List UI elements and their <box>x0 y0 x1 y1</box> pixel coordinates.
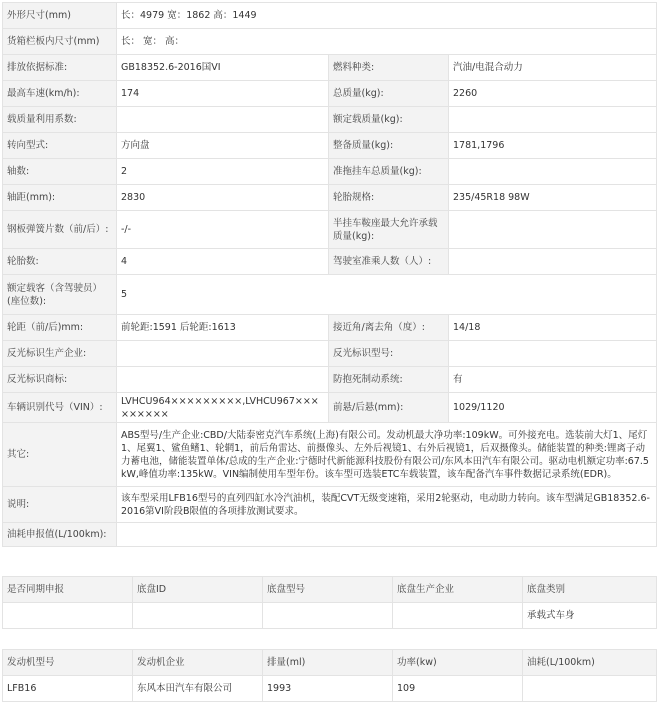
chassis-cell <box>133 603 263 629</box>
param-value: 长：4979 宽：1862 高：1449 <box>117 3 657 29</box>
param-label: 轴距(mm): <box>3 185 117 211</box>
engine-cell: 1993 <box>263 676 393 702</box>
param-label: 排放依据标准: <box>3 55 117 81</box>
param-row <box>3 81 657 107</box>
chassis-column-header: 底盘型号 <box>263 577 393 603</box>
param-label: 额定载客（含驾驶员）(座位数): <box>3 275 117 315</box>
param-row <box>3 367 657 393</box>
param-label: 车辆识别代号（VIN）: <box>3 393 117 423</box>
param-label: 接近角/离去角（度）: <box>329 315 449 341</box>
param-label: 说明: <box>3 487 117 523</box>
engine-column-header: 油耗(L/100km) <box>523 650 657 676</box>
param-value: 1029/1120 <box>449 393 657 423</box>
param-value: 汽油/电混合动力 <box>449 55 657 81</box>
param-value: -/- <box>117 211 329 249</box>
vehicle-parameters-table <box>2 2 657 547</box>
param-value <box>449 211 657 249</box>
param-value: 长： 宽： 高： <box>117 29 657 55</box>
engine-cell: 109 <box>393 676 523 702</box>
param-label: 准拖挂车总质量(kg): <box>329 159 449 185</box>
engine-row <box>3 676 657 702</box>
engine-column-header: 功率(kw) <box>393 650 523 676</box>
param-value <box>449 159 657 185</box>
param-label: 燃料种类: <box>329 55 449 81</box>
chassis-column-header: 底盘ID <box>133 577 263 603</box>
param-label: 反光标识型号: <box>329 341 449 367</box>
param-value: 2 <box>117 159 329 185</box>
param-label: 前悬/后悬(mm): <box>329 393 449 423</box>
param-value: 235/45R18 98W <box>449 185 657 211</box>
engine-column-header: 发动机型号 <box>3 650 133 676</box>
engine-cell <box>523 676 657 702</box>
param-value: 174 <box>117 81 329 107</box>
param-label: 整备质量(kg): <box>329 133 449 159</box>
param-label: 反光标识生产企业: <box>3 341 117 367</box>
param-row <box>3 55 657 81</box>
param-row <box>3 211 657 249</box>
param-label: 轮距（前/后)mm: <box>3 315 117 341</box>
param-value: GB18352.6-2016国VI <box>117 55 329 81</box>
param-row <box>3 29 657 55</box>
param-label: 半挂车鞍座最大允许承载质量(kg): <box>329 211 449 249</box>
chassis-cell <box>263 603 393 629</box>
engine-cell: 东风本田汽车有限公司 <box>133 676 263 702</box>
param-row <box>3 275 657 315</box>
param-value <box>449 249 657 275</box>
param-value: 有 <box>449 367 657 393</box>
param-label: 轮胎规格: <box>329 185 449 211</box>
chassis-column-header: 底盘类别 <box>523 577 657 603</box>
chassis-cell <box>393 603 523 629</box>
param-value <box>449 341 657 367</box>
engine-cell: LFB16 <box>3 676 133 702</box>
param-row <box>3 315 657 341</box>
param-label: 防抱死制动系统: <box>329 367 449 393</box>
param-value: 5 <box>117 275 657 315</box>
chassis-header-row <box>3 577 657 603</box>
engine-column-header: 发动机企业 <box>133 650 263 676</box>
chassis-cell <box>3 603 133 629</box>
engine-table <box>2 649 657 702</box>
param-label: 其它: <box>3 423 117 487</box>
param-row <box>3 3 657 29</box>
param-row <box>3 133 657 159</box>
param-row <box>3 341 657 367</box>
param-value <box>117 523 657 547</box>
engine-header-row <box>3 650 657 676</box>
chassis-table <box>2 576 657 629</box>
param-row <box>3 423 657 487</box>
param-value: 方向盘 <box>117 133 329 159</box>
param-row <box>3 523 657 547</box>
param-label: 货箱栏板内尺寸(mm) <box>3 29 117 55</box>
param-label: 钢板弹簧片数（前/后）: <box>3 211 117 249</box>
param-value: 4 <box>117 249 329 275</box>
param-value: 14/18 <box>449 315 657 341</box>
param-value: 2260 <box>449 81 657 107</box>
param-value: ABS型号/生产企业:CBD/大陆泰密克汽车系统(上海)有限公司。发动机最大净功率:109kW。可外接充电。选装前大灯1、尾灯1、尾翼1、鲨鱼鳍1、轮辋1，前后角雷达、前摄像头、左外后视镜1、右外后视镜1，后双摄像头。储能装置的种类:锂离子动力蓄电池，储能装置单体/总成的生产企业:宁德时代新能源科技股份有限公司/东风本田汽车有限公司。驱动电机额定功率:67.5kW,峰值功率:135kW。VIN编制使用车型年份。该车型可选装ETC车载装置，该车配备汽车事件数据记录系统(EDR)。 <box>117 423 657 487</box>
param-value <box>117 107 329 133</box>
param-row <box>3 107 657 133</box>
param-value <box>117 367 329 393</box>
param-row <box>3 393 657 423</box>
param-row <box>3 487 657 523</box>
param-value: LVHCU964×××××××××,LVHCU967××××××××× <box>117 393 329 423</box>
chassis-cell: 承载式车身 <box>523 603 657 629</box>
param-label: 轮胎数: <box>3 249 117 275</box>
chassis-column-header: 底盘生产企业 <box>393 577 523 603</box>
param-value <box>117 341 329 367</box>
param-label: 额定载质量(kg): <box>329 107 449 133</box>
param-label: 最高车速(km/h): <box>3 81 117 107</box>
param-label: 油耗申报值(L/100km): <box>3 523 117 547</box>
param-value: 该车型采用LFB16型号的直列四缸水冷汽油机，装配CVT无级变速箱，采用2轮驱动，电动助力转向。该车型满足GB18352.6-2016第VI阶段B限值的各项排放测试要求。 <box>117 487 657 523</box>
param-label: 外形尺寸(mm) <box>3 3 117 29</box>
param-row <box>3 159 657 185</box>
param-label: 转向型式: <box>3 133 117 159</box>
chassis-row <box>3 603 657 629</box>
param-row <box>3 249 657 275</box>
param-label: 总质量(kg): <box>329 81 449 107</box>
engine-column-header: 排量(ml) <box>263 650 393 676</box>
param-value: 2830 <box>117 185 329 211</box>
param-label: 轴数: <box>3 159 117 185</box>
param-label: 载质量利用系数: <box>3 107 117 133</box>
param-value <box>449 107 657 133</box>
chassis-column-header: 是否同期申报 <box>3 577 133 603</box>
param-value: 前轮距:1591 后轮距:1613 <box>117 315 329 341</box>
param-value: 1781,1796 <box>449 133 657 159</box>
param-label: 驾驶室准乘人数（人）: <box>329 249 449 275</box>
param-row <box>3 185 657 211</box>
param-label: 反光标识商标: <box>3 367 117 393</box>
